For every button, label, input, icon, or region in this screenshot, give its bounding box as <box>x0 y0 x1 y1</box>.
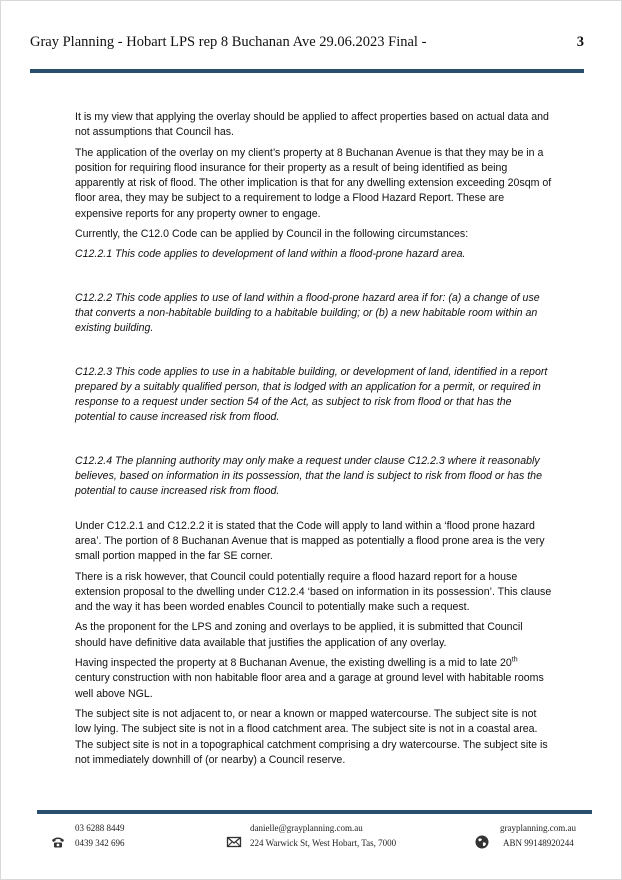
paragraph-circumstances: Currently, the C12.0 Code can be applied by Council in the following circumstances: <box>75 228 469 241</box>
page-number: 3 <box>576 34 584 50</box>
header-divider <box>30 69 584 73</box>
header-title: Gray Planning - Hobart LPS rep 8 Buchanan Ave 29.06.2023 Final - <box>30 34 427 50</box>
abn-number: ABN 99148920244 <box>503 838 574 848</box>
street-address: 224 Warwick St, West Hobart, Tas, 7000 <box>250 838 397 848</box>
clause-c12-2-3: C12.2.3 This code applies to use in a habitable building, or development of land, identified in a report prepared by a suitably qualified person, that is lodged with an application for a permit, or required in response to a request under section 54 of the Act, as subject to risk from flood or that has the potential to cause increased risk from flood. <box>75 365 548 424</box>
inspection-text-b: century construction with non habitable floor area and a garage at ground level with habitable rooms well above NGL. <box>75 672 544 700</box>
paragraph-inspection <box>75 656 553 702</box>
clause-c12-2-1: C12.2.1 This code applies to development of land within a flood-prone hazard area. <box>75 248 466 261</box>
paragraph-risk: There is a risk however, that Council could potentially require a flood hazard report for a house extension proposal to the dwelling under C12.2.4 ‘based on information in its possession’. This clause and the way it has been worded enables Council to potentially make such a request. <box>75 570 552 614</box>
inspection-sup: th <box>511 656 518 664</box>
paragraph-flood-prone-area: Under C12.2.1 and C12.2.2 it is stated that the Code will apply to land within a ‘flood prone hazard area’. The portion of 8 Buchanan Avenue that is mapped as potentially a flood prone area is the very small portion mapped in the far SE corner. <box>75 519 545 563</box>
globe-icon <box>474 834 490 850</box>
email-address[interactable]: danielle@grayplanning.com.au <box>250 823 363 833</box>
clause-c12-2-2: C12.2.2 This code applies to use of land within a flood-prone hazard area if for: (a) a change of use that converts a non-habitable building to a habitable building; or (b) a new habitable room within an existing building. <box>75 291 540 335</box>
paragraph-proponent: As the proponent for the LPS and zoning and overlays to be applied, it is submitted that Council should have definitive data available that justifies the application of any overlay. <box>75 621 523 649</box>
envelope-icon <box>226 834 242 850</box>
paragraph-application: The application of the overlay on my client’s property at 8 Buchanan Avenue is that they may be in a position for requiring flood insurance for their property as a result of being identified as being apparently at risk of flood. The other implication is that for any dwelling extension exceeding 20sqm of floor area, they may be subject to a requirement to lodge a Flood Hazard Report. These are expensive reports for any property owner to engage. <box>75 146 552 220</box>
inspection-text-a: Having inspected the property at 8 Buchanan Avenue, the existing dwelling is a mid to late 20 <box>75 657 512 670</box>
document-body <box>75 110 553 773</box>
footer-divider <box>37 810 592 814</box>
clause-c12-2-4: C12.2.4 The planning authority may only make a request under clause C12.2.3 where it reasonably believes, based on information in its possession, that the land is subject to risk from flood or has the potential to cause increased risk from flood. <box>75 454 542 498</box>
paragraph-site: The subject site is not adjacent to, or near a known or mapped watercourse. The subject site is not low lying. The subject site is not in a flood catchment area. The subject site is not in a coastal area. The subject site is not in a topographical catchment comprising a dry watercourse. The subject site is not immediately downhill of (or nearby) a Council reserve. <box>75 707 548 766</box>
website-link[interactable]: grayplanning.com.au <box>500 823 576 833</box>
phone-mobile: 0439 342 696 <box>75 838 125 848</box>
phone-icon <box>50 834 66 850</box>
paragraph-view: It is my view that applying the overlay should be applied to affect properties based on actual data and not assumptions that Council has. <box>75 111 549 139</box>
phone-primary: 03 6288 8449 <box>75 823 125 833</box>
